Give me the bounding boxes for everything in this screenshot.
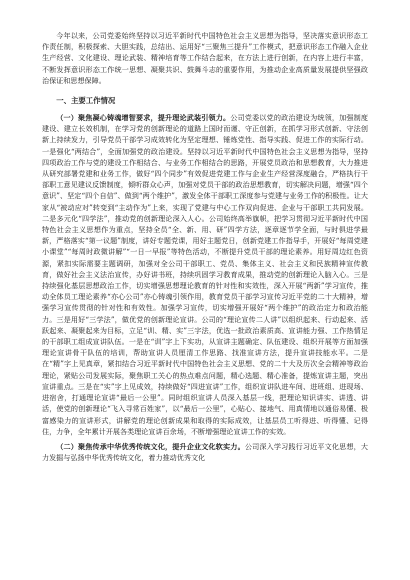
intro-paragraph: 今年以来，公司党委始终坚持以习近平新时代中国特色社会主义思想为指导，坚决落实意识形态工作责任制，积极探索、大胆实践，总结出、运用好“三聚焦三提升”工作模式，把意识形态工作融入企业生产经营、文化建设、理论武装、精神培育等工作结合起来，在方法上进行创新，在内容上进行丰富，不断发挥意识形态工作统一思想、凝聚共识、鼓舞斗志的重要作用，为推动企业高质量发展提供坚强政治保证和思想保障。 [42,31,368,85]
section-heading: 一、主要工作情况 [56,96,116,106]
item1-lead: （一）聚焦凝心铸魂增智要求，提升理论武装引领力。 [56,113,231,123]
item1-body-3: 同时组织宣讲人员深入基层一线，把理论知识讲实、讲透、讲活，使党的创新理论“飞入寻常百姓家”，以“最后一公里”，心贴心、接地气、用真情地以通俗易懂、极富感染力的宣讲形式，讲解党的理论创新成果和取得的实际成效，让基层员工听得进、听得懂、记得住，力争，全年累计开展各类理论宣讲百余场，不断增强理论宣讲工作的实效。 [42,393,368,436]
item1-body: 公司党委以党的政治建设为统领，加强制度建设、建立长效机制，在学习党的创新理论的道路上国时而谨、守正创新，在抓学习形式创新、守法创新上持续发力，引导党员干部学习成效转化为坚定理想、锤炼党性、指导实践、促进工作的实际行动。一是强化“两结合”，全面加强党的政治建设。坚持以习近平新时代中国特色社会主义思想为指导，坚持四项政治工作与党的建设工作相结合、与业务工作相结合的思路，开展党员政治和思想教育，大力推进从研究部署党建和业务工作，做好“四个同步”有效促进党建工作与企业生产经营深度融合，严格执行干部职工意见建议反馈制度，倾听群众心声，加强对党员干部的政治思想教育，切实解决问题，增强“四个意识”、坚定“四个自信”、做到“两个维护”，激发全体干部职工深度参与党建与业务工作的积极性。让大家从“被动应对”转变到“主动作为”上来，实现了党建与中心工作双向促进、企业与干部职工共同发展。二是多元化“四学法”，推动党的创新理论深入人心。公司始终高举旗帜，把学习贯彻习近平新时代中国特色社会主义思想作为重点，坚持全员“全、新、用、研”四学方法，逐章逐节学全面，与时俱进学最新，严格落实“第一议题”制度，讲好专题党课，用好主题党日，创新党建工作指导手，开展好“每周党建小课堂”“每周时政微讲解”“一日一早报”等特色活动，不断提升党员干部的理论素养。用好周边红色资源，紧扣实际需要主题调研，加强对全公司干部职工、党员、集体主义、社会主义和民族精神宣传教育，做好社会主义法治宣传，办好讲书班，持续巩固学习教育成果，推动党的创新理论入脑入心。三是持续强化基层思想政治工作，切实增强思想理论教育的针对性和实效性，深入开展“两新”学习宣传，推动全体员工理论素养“亦心公司”亦心铸魂引领作用，教育党员干部学习宣传习近平党的二十大精神，增强学习宣传贯彻的针对性和有效性。 [42,113,368,313]
item1-paragraph [42,112,368,437]
item2-paragraph [42,441,368,463]
item1-body-2: 加强学习宣传，切实增强开展好“两个维护”的政治定力和政治能力。三是用好“三学法”，做优党的创新理论宣讲。公司的“理论宣传二人讲”以组织起来、行动起来、活跃起来、凝聚起来为目标，立足“训、精、实”三字法，优选一批政治素质高、宣讲能力强、工作热情足的干部职工组成宣讲队伍。一是在“训”字上下实功，从宣讲主题确定、队伍建设、组织开展等方面加强理论宣讲骨干队伍的培训，帮助宣讲人员厘清工作思路、找准宣讲方法，提升宣讲技能水平。二是在“精”字上见真章，紧扣结合习近平新时代中国特色社会主义思想、党的二十大及历次全会精神等政治理论，紧贴公司发展实际，聚焦职工关心的热点难点问题，精心选题、精心准备，提炼宣讲主题，突出宣讲重点。三是在“实”字上见成效，持续做好“四进宣讲”工作，组织宣讲队进车间、进班组、进现场、进宿舍，打通理论宣讲“最后一公里”。 [42,303,368,403]
item2-body: 公司深入学习践行习近平文化思想，大力发掘与弘扬中华优秀传统文化，着力推动优秀文化 [42,441,369,463]
item2-lead: （二）聚焦传承中华优秀传统文化，提升企业文化软实力。 [56,441,245,451]
